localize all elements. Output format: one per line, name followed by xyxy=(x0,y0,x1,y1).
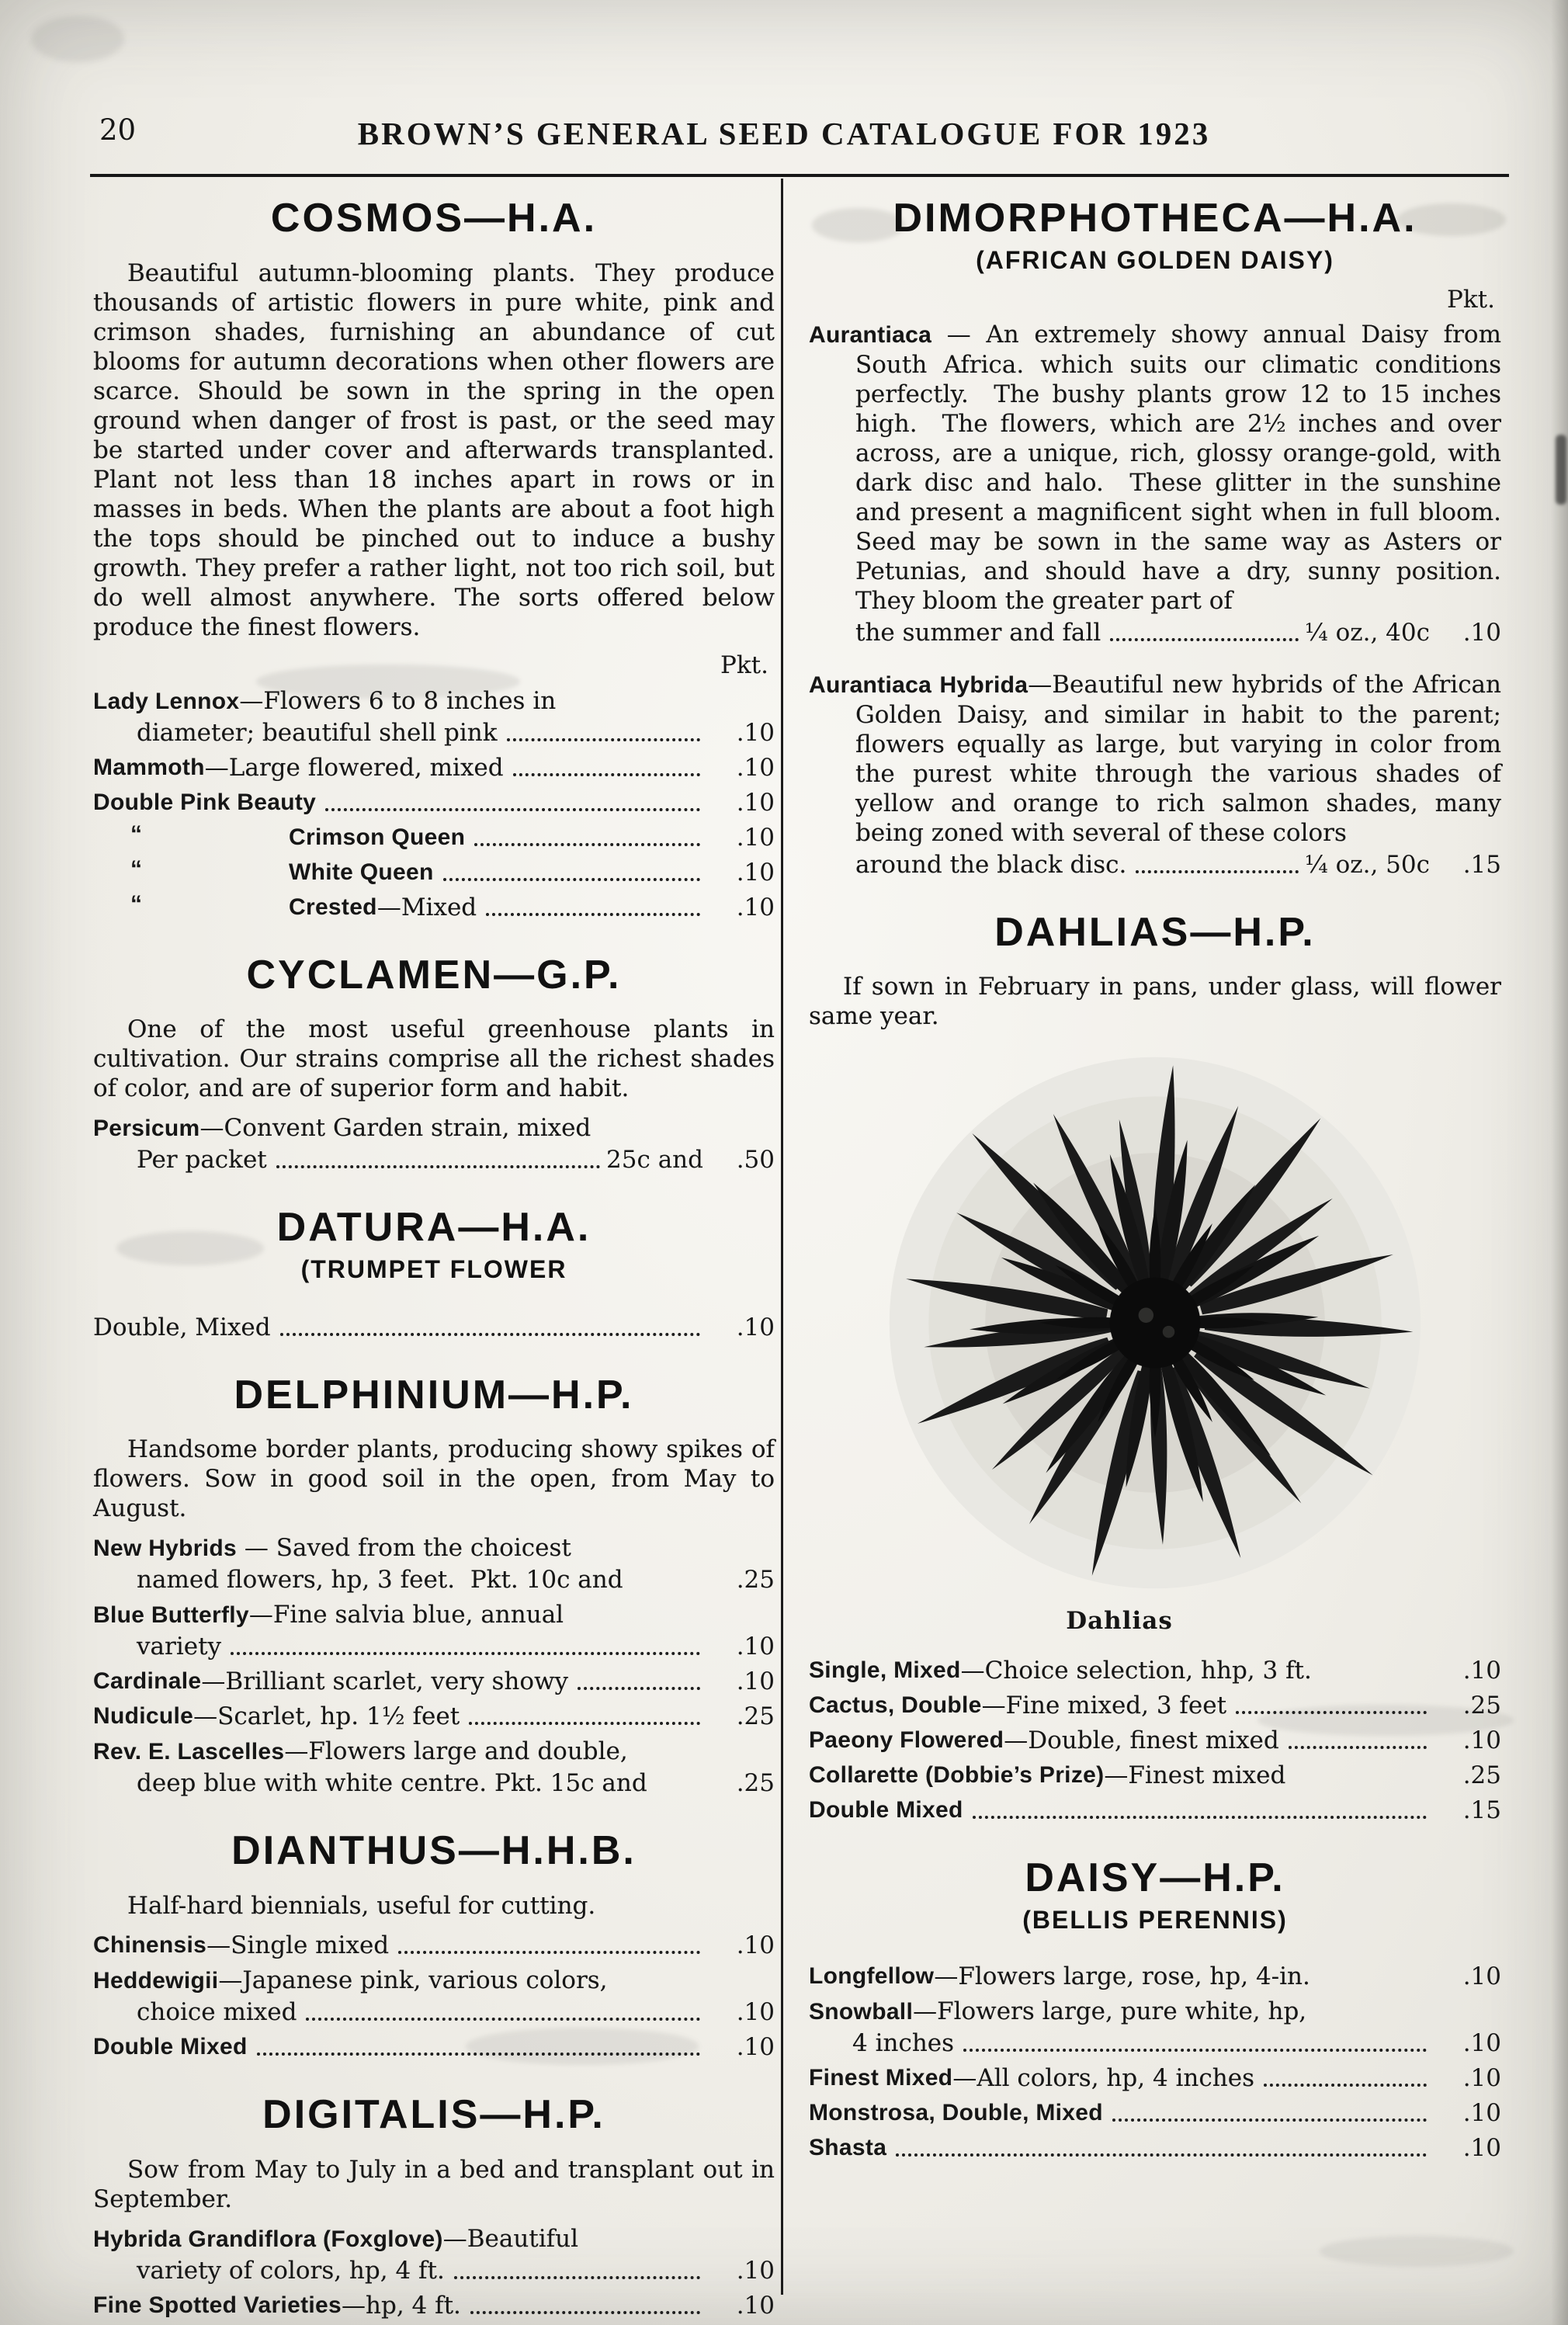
price: .10 xyxy=(736,2032,775,2061)
page-header-title: BROWN’S GENERAL SEED CATALOGUE FOR 1923 xyxy=(357,116,1211,151)
dotted-leader xyxy=(1236,1711,1427,1714)
variety-name: Lady Lennox xyxy=(93,688,240,714)
scan-edge-shadow xyxy=(1551,0,1568,2325)
price: .10 xyxy=(736,2291,775,2320)
variety-desc: —Flowers 6 to 8 inches in xyxy=(239,686,557,715)
price: .50 xyxy=(736,1146,775,1175)
variety-desc: named flowers, hp, 3 feet. Pkt. 10c and xyxy=(137,1566,623,1595)
variety-name: White Queen xyxy=(289,859,434,885)
variety-name: Aurantiaca xyxy=(809,321,932,348)
price-row xyxy=(93,1144,775,1175)
scan-edge-blob xyxy=(1556,435,1566,505)
variety-name: Blue Butterfly xyxy=(93,1602,249,1629)
variety-name: Shasta xyxy=(809,2134,887,2160)
variety-name: Paeony Flowered xyxy=(809,1727,1004,1754)
variety-line xyxy=(93,1965,775,1997)
dotted-leader xyxy=(1289,1746,1427,1749)
variety-name: Snowball xyxy=(809,1998,914,2025)
dotted-leader xyxy=(325,808,700,811)
variety-desc: —Convent Garden strain, mixed xyxy=(199,1114,591,1143)
variety-line xyxy=(93,1112,775,1144)
variety-desc: —Brilliant scarlet, very showy xyxy=(201,1667,569,1696)
scan-smudge xyxy=(1320,2236,1514,2267)
section-dahlias-intro: If sown in February in pans, under glass, will flower same year. xyxy=(809,973,1501,1031)
variety-line xyxy=(93,1599,775,1631)
variety-desc: — Saved from the choicest xyxy=(237,1534,571,1563)
variety-item xyxy=(93,1112,775,1175)
variety-desc: —Japanese pink, various colors, xyxy=(218,1966,608,1994)
price: .10 xyxy=(736,893,775,921)
section-daisy-subtitle: (BELLIS PERENNIS) xyxy=(1022,1905,1288,1934)
section-dahlias-title: DAHLIAS—H.P. xyxy=(994,909,1316,955)
variety-desc: —Finest mixed xyxy=(1104,1761,1286,1790)
price: .10 xyxy=(736,858,775,887)
price-row xyxy=(93,1701,775,1732)
price: .25 xyxy=(736,1702,775,1731)
section-cyclamen-intro: One of the most useful greenhouse plants in cultivation. Our strains comprise all the richest shades of color, and are of superior form and habit. xyxy=(93,1015,775,1103)
price: .25 xyxy=(736,1769,775,1798)
dotted-leader xyxy=(973,1816,1427,1819)
dahlias-price-list xyxy=(809,1655,1501,1826)
dotted-leader xyxy=(469,1722,700,1725)
price: .10 xyxy=(1462,618,1501,647)
dotted-leader xyxy=(231,1652,700,1655)
dotted-leader xyxy=(963,2049,1427,2052)
variety-name: Monstrosa, Double, Mixed xyxy=(809,2099,1103,2125)
variety-name: Chinensis xyxy=(93,1931,207,1958)
variety-name: Cardinale xyxy=(93,1668,202,1695)
section-digitalis-intro: Sow from May to July in a bed and transplant out in September. xyxy=(93,2155,775,2213)
dotted-leader xyxy=(257,2053,700,2056)
price-row xyxy=(809,2028,1501,2059)
price-row xyxy=(93,717,775,748)
price-row xyxy=(809,1655,1501,1686)
variety-line xyxy=(93,2223,775,2255)
price-row xyxy=(93,1768,775,1799)
variety-item xyxy=(809,1996,1501,2059)
section-cosmos-title: COSMOS—H.A. xyxy=(270,196,598,241)
price-row xyxy=(93,1997,775,2028)
variety-desc: —Flowers large, rose, hp, 4-in. xyxy=(934,1962,1310,1990)
price-row xyxy=(809,2132,1501,2164)
variety-item xyxy=(93,1532,775,1595)
price-row xyxy=(93,1666,775,1697)
variety-desc: around the black disc. xyxy=(855,850,1127,879)
price: .10 xyxy=(736,753,775,782)
section-datura-title: DATURA—H.A. xyxy=(276,1205,591,1251)
price: .10 xyxy=(1462,1962,1501,1990)
dotted-leader xyxy=(474,843,700,846)
price-row xyxy=(809,1725,1501,1756)
variety-name: Aurantiaca Hybrida xyxy=(809,671,1029,698)
price-row xyxy=(93,1564,775,1595)
dotted-leader xyxy=(1136,870,1298,873)
variety-desc: the summer and fall xyxy=(855,618,1101,647)
section-daisy-title: DAISY—H.P. xyxy=(1025,1855,1285,1901)
variety-desc: —Beautiful xyxy=(442,2224,579,2253)
price: .10 xyxy=(1462,2063,1501,2092)
section-dianthus-title: DIANTHUS—H.H.B. xyxy=(231,1828,637,1874)
price: .10 xyxy=(1462,1726,1501,1755)
price-row xyxy=(93,1312,775,1343)
variety-item xyxy=(93,1599,775,1662)
price: .10 xyxy=(736,823,775,852)
variety-name: Double Mixed xyxy=(809,1797,963,1824)
column-divider xyxy=(781,179,783,2295)
scan-smudge xyxy=(31,16,124,62)
variety-item xyxy=(93,1736,775,1799)
section-cyclamen-title: CYCLAMEN—G.P. xyxy=(246,952,622,998)
variety-line xyxy=(809,1996,1501,2028)
price-row xyxy=(93,822,775,853)
dotted-leader xyxy=(486,913,700,916)
section-digitalis xyxy=(93,2091,775,2321)
variety-name: Collarette (Dobbie’s Prize) xyxy=(809,1762,1105,1789)
price-row xyxy=(93,2255,775,2286)
dotted-leader xyxy=(578,1687,700,1690)
price-row xyxy=(809,2063,1501,2094)
dotted-leader xyxy=(280,1333,700,1336)
variety-desc: 4 inches xyxy=(852,2028,955,2057)
price-row xyxy=(93,2290,775,2321)
dahlia-figure xyxy=(879,1051,1431,1635)
price-row xyxy=(809,849,1501,880)
dotted-leader xyxy=(1112,2119,1427,2122)
price-row xyxy=(809,1795,1501,1826)
variety-name: Persicum xyxy=(93,1116,200,1142)
variety-item xyxy=(93,685,775,748)
price-prefix: 25c and xyxy=(606,1146,703,1175)
variety-desc: —All colors, hp, 4 inches xyxy=(952,2063,1254,2092)
header-rule xyxy=(90,174,1509,177)
price: .10 xyxy=(736,2256,775,2285)
price: .10 xyxy=(1462,1657,1501,1685)
price: .15 xyxy=(1462,850,1501,879)
variety-name: Mammoth xyxy=(93,754,205,780)
variety-name: Heddewigii xyxy=(93,1967,219,1994)
section-datura-subtitle: (TRUMPET FLOWER xyxy=(300,1254,567,1283)
variety-name: Hybrida Grandiflora (Foxglove) xyxy=(93,2226,443,2252)
variety-item xyxy=(93,2223,775,2286)
variety-name: Nudicule xyxy=(93,1703,194,1730)
price: .15 xyxy=(1462,1796,1501,1825)
ditto-mark: “ xyxy=(130,855,142,882)
price: .10 xyxy=(1462,2028,1501,2057)
section-dahlias xyxy=(809,911,1501,1827)
variety-desc: variety xyxy=(137,1633,222,1661)
pkt-column-label: Pkt. xyxy=(1447,285,1495,314)
section-delphinium xyxy=(93,1374,775,1799)
variety-desc: —Double, finest mixed xyxy=(1004,1726,1279,1755)
variety-desc: —Mixed xyxy=(376,893,477,921)
variety-desc: —Single mixed xyxy=(206,1931,390,1959)
price: .10 xyxy=(1462,2133,1501,2162)
left-column xyxy=(93,193,775,2325)
page-number: 20 xyxy=(99,113,137,147)
section-digitalis-title: DIGITALIS—H.P. xyxy=(262,2091,605,2137)
price: .10 xyxy=(736,1931,775,1959)
dotted-leader xyxy=(507,738,700,741)
section-delphinium-intro: Handsome border plants, producing showy spikes of flowers. Sow in good soil in the open, from May to August. xyxy=(93,1435,775,1523)
variety-name: Fine Spotted Varieties xyxy=(93,2292,342,2318)
price-prefix: ¼ oz., 50c xyxy=(1304,850,1430,879)
variety-name: New Hybrids xyxy=(93,1536,238,1562)
variety-line xyxy=(93,1736,775,1768)
variety-desc: —Flowers large and double, xyxy=(284,1737,628,1766)
price-row xyxy=(93,892,775,923)
price-row xyxy=(93,857,775,888)
section-cosmos-intro: Beautiful autumn-blooming plants. They produce thousands of artistic flowers in pure white, pink and crimson shades, furnishing an abundance of cut blooms for autumn decorations when other flowers are scarce. Should be sown in the spring in the open ground when danger of frost is past, or the seed may be started under cover and afterwards transplanted. Plant not less than 18 inches apart in rows or in masses in beds. When the plants are about a foot high the tops should be pinched out to induce a bushy growth. They prefer a rather light, not too rich soil, but do well almost anywhere. The sorts offered below produce the finest flowers. xyxy=(93,259,775,641)
variety-name: Cactus, Double xyxy=(809,1692,982,1719)
variety-item xyxy=(809,670,1509,880)
price: .25 xyxy=(1462,1692,1501,1720)
variety-desc: —Fine salvia blue, annual xyxy=(248,1601,564,1629)
dotted-leader xyxy=(470,2311,700,2314)
price: .10 xyxy=(736,1313,775,1341)
variety-desc: —hp, 4 ft. xyxy=(342,2291,461,2320)
variety-desc: variety of colors, hp, 4 ft. xyxy=(137,2256,445,2285)
variety-desc: — An extremely showy annual Daisy from South Africa. which suits our climatic conditions perfectly. The bushy plants grow 12 to 15 inches high. The flowers, which are 2½ inches and over across, are a unique, rich, glossy orange-gold, with dark disc and halo. These glitter in the sunshine and present a magnificent sight when in full bloom. Seed may be sown in the same way as Asters or Petunias, and should have a dry, sunny position. They bloom the greater part of xyxy=(855,320,1517,615)
variety-name: Crested xyxy=(289,894,377,920)
right-column xyxy=(809,193,1517,2167)
ditto-mark: “ xyxy=(130,821,142,847)
variety-desc: —Large flowered, mixed xyxy=(204,753,504,782)
section-datura xyxy=(93,1206,775,1343)
variety-name: Double Pink Beauty xyxy=(93,789,317,815)
section-daisy xyxy=(809,1857,1501,2164)
section-dimorphotheca xyxy=(809,196,1517,880)
section-dianthus-intro: Half-hard biennials, useful for cutting. xyxy=(127,1891,596,1920)
price: .10 xyxy=(736,788,775,817)
price-row xyxy=(93,1631,775,1662)
variety-name: Crimson Queen xyxy=(289,824,466,850)
dotted-leader xyxy=(276,1165,600,1168)
dotted-leader xyxy=(896,2153,1427,2157)
section-dimorphotheca-title: DIMORPHOTHECA—H.A. xyxy=(893,196,1417,241)
dotted-leader xyxy=(454,2276,700,2279)
section-dianthus xyxy=(93,1830,775,2063)
variety-desc: diameter; beautiful shell pink xyxy=(137,718,498,747)
ditto-mark: “ xyxy=(130,890,142,917)
variety-name: Rev. E. Lascelles xyxy=(93,1739,285,1765)
variety-desc: Double, Mixed xyxy=(93,1313,271,1341)
price: .10 xyxy=(736,1667,775,1696)
price-row xyxy=(809,1961,1501,1992)
variety-name: Longfellow xyxy=(809,1962,935,1989)
variety-desc: —Scarlet, hp. 1½ feet xyxy=(193,1702,460,1731)
section-cyclamen xyxy=(93,954,775,1176)
dahlia-caption: Dahlias xyxy=(1066,1607,1173,1636)
variety-desc: deep blue with white centre. Pkt. 15c and xyxy=(137,1769,647,1798)
price: .10 xyxy=(736,1997,775,2026)
variety-desc: —Fine mixed, 3 feet xyxy=(981,1692,1227,1720)
dotted-leader xyxy=(443,878,700,881)
price: .10 xyxy=(1462,2098,1501,2127)
price-row xyxy=(93,1930,775,1961)
dotted-leader xyxy=(1264,2084,1427,2087)
variety-name: Single, Mixed xyxy=(809,1657,961,1684)
dotted-leader xyxy=(306,2018,700,2021)
price: .10 xyxy=(736,1633,775,1661)
variety-desc: —Beautiful new hybrids of the African Golden Daisy, and similar in habit to the parent; flowers equally as large, but varying in color from the purest white through the various shades of yellow and orange to rich salmon shades, many being zoned with several of these colors xyxy=(855,670,1509,847)
dotted-leader xyxy=(1110,638,1298,641)
variety-item xyxy=(809,320,1517,648)
variety-line xyxy=(93,685,775,717)
variety-paragraph xyxy=(809,670,1509,848)
variety-desc: —Choice selection, hhp, 3 ft. xyxy=(960,1657,1312,1685)
price-row xyxy=(809,1760,1501,1791)
price: .10 xyxy=(736,718,775,747)
dahlia-photo xyxy=(883,1051,1427,1595)
price-row xyxy=(809,617,1501,648)
price-row xyxy=(93,2032,775,2063)
section-delphinium-title: DELPHINIUM—H.P. xyxy=(234,1372,634,1418)
dotted-leader xyxy=(513,773,700,776)
variety-name: Double Mixed xyxy=(93,2033,248,2060)
price-row xyxy=(93,752,775,783)
section-cosmos xyxy=(93,197,775,923)
variety-name: Finest Mixed xyxy=(809,2064,953,2091)
variety-line xyxy=(93,1532,775,1564)
variety-desc: —Flowers large, pure white, hp, xyxy=(913,1997,1307,2025)
price-row xyxy=(93,787,775,818)
variety-desc: choice mixed xyxy=(137,1997,297,2026)
variety-paragraph xyxy=(809,320,1517,616)
section-dimorphotheca-subtitle: (AFRICAN GOLDEN DAISY) xyxy=(976,245,1334,274)
variety-item xyxy=(93,1965,775,2028)
price-prefix: ¼ oz., 40c xyxy=(1304,618,1430,647)
price-row xyxy=(809,2098,1501,2129)
variety-desc: Per packet xyxy=(137,1146,267,1175)
dotted-leader xyxy=(398,1951,700,1954)
price: .25 xyxy=(736,1566,775,1595)
price-row xyxy=(809,1690,1501,1721)
price: .25 xyxy=(1462,1761,1501,1790)
pkt-column-label: Pkt. xyxy=(720,651,768,679)
